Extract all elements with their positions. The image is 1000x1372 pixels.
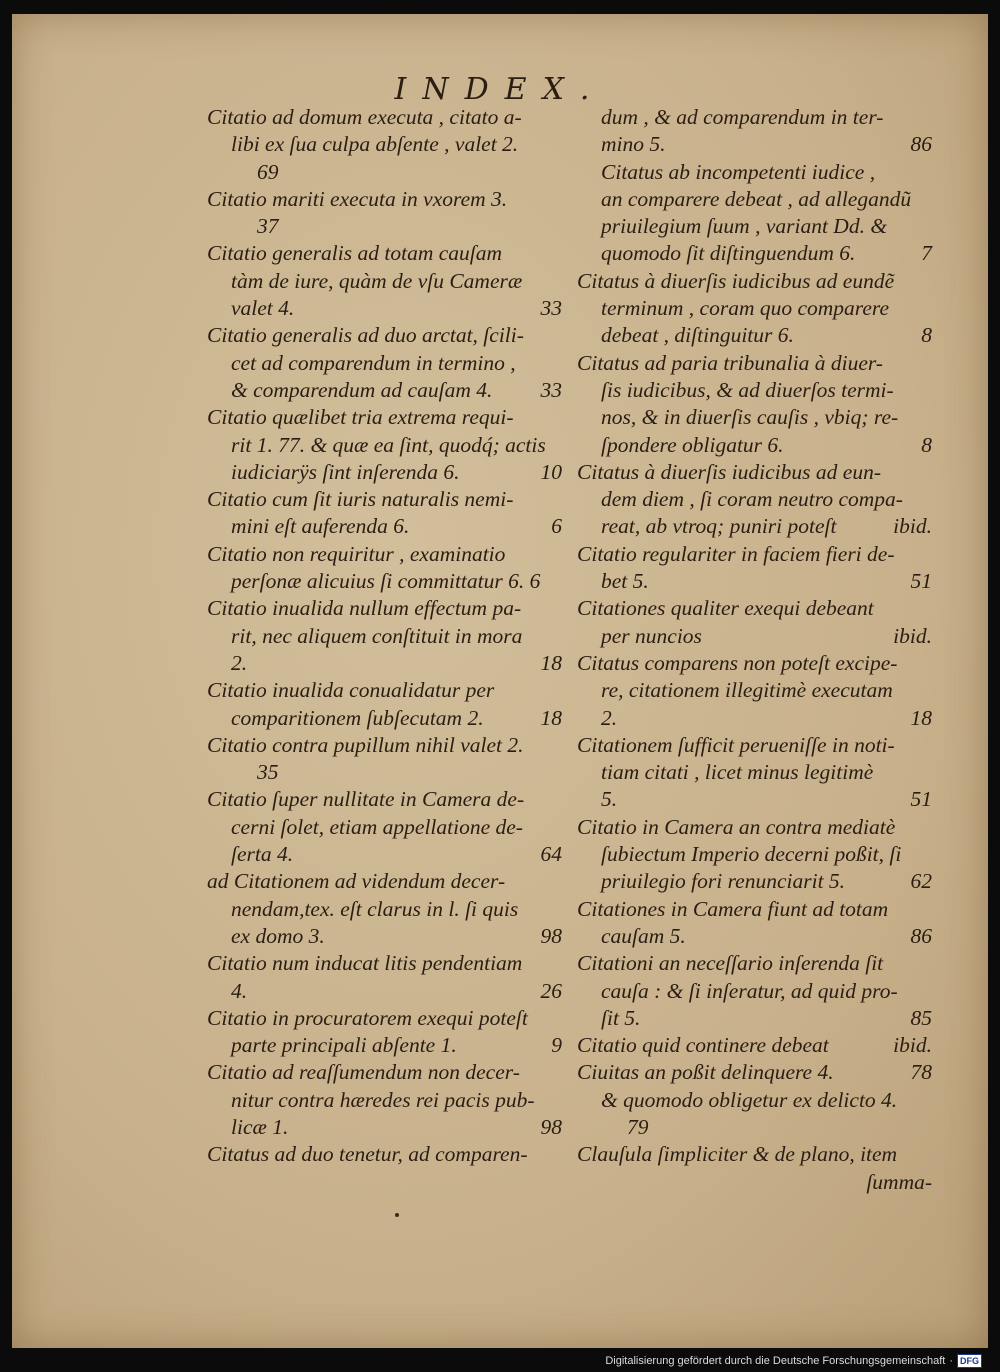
index-entry-text: Citationi an neceſſario inſerenda ſit: [577, 951, 884, 976]
index-entry-text: ad Citationem ad videndum decer-: [207, 869, 506, 894]
index-line: [207, 350, 562, 377]
index-line: [577, 623, 932, 650]
index-line: [577, 841, 932, 868]
index-line: [207, 432, 562, 459]
index-entry-text: Clauſula ſimpliciter & de plano, item: [577, 1142, 898, 1167]
index-line: [207, 104, 562, 131]
index-entry-text: & comparendum ad cauſam 4.: [231, 377, 493, 402]
index-line: [207, 404, 562, 431]
page-reference: 33: [540, 377, 562, 402]
index-line: [207, 1087, 562, 1114]
index-line: [577, 268, 932, 295]
index-line: [577, 295, 932, 322]
index-entry-text: Citationes qualiter exequi debeant: [577, 596, 874, 621]
index-line: [577, 868, 932, 895]
index-entry-text: tàm de iure, quàm de vſu Cameræ: [231, 268, 523, 293]
index-entry-text: ſubiectum Imperio decerni poßit, ſi: [601, 842, 902, 867]
page-reference: 98: [540, 923, 562, 948]
left-index-column: [207, 104, 562, 1169]
index-line: [577, 213, 932, 240]
index-line: [577, 513, 932, 540]
index-entry-text: Citatio in procuratorem exequi poteſt: [207, 1005, 528, 1030]
index-line: [577, 240, 932, 267]
index-line: [577, 104, 932, 131]
index-entry-text: Citationem ſufficit perueniſſe in noti-: [577, 732, 895, 757]
page-reference: 86: [910, 923, 932, 948]
index-entry-text: Citatus ad duo tenetur, ad comparen-: [207, 1142, 528, 1167]
index-entry-text: reat, ab vtroq; puniri poteſt: [601, 514, 837, 539]
index-entry-text: Citatio contra pupillum nihil valet 2.: [207, 732, 524, 757]
index-line: [207, 159, 562, 186]
index-line: [577, 377, 932, 404]
index-line: [207, 377, 562, 404]
index-line: [207, 186, 562, 213]
index-line: [207, 705, 562, 732]
index-entry-text: Citatio regulariter in faciem fieri de-: [577, 541, 895, 566]
index-line: [207, 786, 562, 813]
index-line: [577, 732, 932, 759]
index-line: [577, 1087, 932, 1114]
index-entry-text: Citatio ad reaſſumendum non decer-: [207, 1060, 520, 1085]
index-line: [577, 459, 932, 486]
index-line: [207, 513, 562, 540]
index-line: [577, 650, 932, 677]
index-line: [207, 131, 562, 158]
index-line: [577, 677, 932, 704]
index-line: [207, 759, 562, 786]
index-line: [577, 814, 932, 841]
index-line: [577, 923, 932, 950]
index-entry-text: ex domo 3.: [231, 923, 325, 948]
index-entry-text: Citatus comparens non poteſt excipe-: [577, 650, 898, 675]
index-entry-text: tiam citati , licet minus legitimè: [601, 760, 874, 785]
ink-mark: [395, 1213, 399, 1217]
index-line: [207, 541, 562, 568]
index-entry-text: debeat , diſtinguitur 6.: [601, 323, 794, 348]
index-line: [207, 896, 562, 923]
index-entry-text: Citatus à diuerſis iudicibus ad eundẽ: [577, 268, 895, 293]
index-line: [207, 1114, 562, 1141]
index-entry-text: valet 4.: [231, 296, 295, 321]
index-line: [577, 432, 932, 459]
index-entry-text: Citatio mariti executa in vxorem 3.: [207, 186, 508, 211]
page-reference: 51: [910, 787, 932, 812]
footer-text: Digitalisierung gefördert durch die Deutsche Forschungsgemeinschaft: [605, 1355, 946, 1367]
page-reference: 98: [540, 1114, 562, 1139]
dfg-logo-icon: DFG: [957, 1354, 982, 1368]
page-reference: 26: [540, 978, 562, 1003]
index-entry-text: licæ 1.: [231, 1114, 289, 1139]
footer-separator: ·: [949, 1355, 953, 1367]
page-reference: 86: [910, 132, 932, 157]
index-entry-text: Citatio num inducat litis pendentiam: [207, 951, 523, 976]
index-entry-text: terminum , coram quo comparere: [601, 296, 890, 321]
index-line: [207, 1141, 562, 1168]
index-entry-text: Citatio non requiritur , examinatio: [207, 541, 506, 566]
page-reference: 33: [540, 296, 562, 321]
page-reference: 85: [910, 1005, 932, 1030]
index-entry-text: cauſam 5.: [601, 923, 686, 948]
page-reference: 18: [910, 705, 932, 730]
digitization-footer: [605, 1354, 982, 1368]
index-entry-text: Citatus ab incompetenti iudice ,: [601, 159, 876, 184]
index-line: [207, 459, 562, 486]
page-reference: 6: [551, 514, 562, 539]
index-line: [577, 541, 932, 568]
index-line: [207, 1059, 562, 1086]
index-entry-text: ſis iudicibus, & ad diuerſos termi-: [601, 377, 894, 402]
index-line: [577, 322, 932, 349]
index-entry-text: rit, nec aliquem conſtituit in mora: [231, 623, 523, 648]
index-entry-text: Citatio ſuper nullitate in Camera de-: [207, 787, 525, 812]
index-entry-text: 37: [257, 214, 279, 239]
index-entry-text: ſerta 4.: [231, 842, 294, 867]
index-entry-text: 4.: [231, 978, 248, 1003]
index-entry-text: re, citationem illegitimè executam: [601, 678, 893, 703]
index-line: [577, 705, 932, 732]
index-line: [207, 268, 562, 295]
index-entry-text: nitur contra hæredes rei pacis pub-: [231, 1087, 535, 1112]
index-line: [577, 1032, 932, 1059]
index-line: [577, 486, 932, 513]
index-entry-text: priuilegio fori renunciarit 5.: [601, 869, 846, 894]
index-entry-text: an comparere debeat , ad allegandũ: [601, 186, 912, 211]
index-entry-text: nendam,tex. eſt clarus in l. ſi quis: [231, 896, 519, 921]
index-line: [207, 732, 562, 759]
index-entry-text: Ciuitas an poßit delinquere 4.: [577, 1060, 834, 1085]
index-entry-text: ſumma-: [866, 1169, 932, 1194]
index-entry-text: Citatio cum ſit iuris naturalis nemi-: [207, 487, 514, 512]
index-line: [207, 322, 562, 349]
index-entry-text: perſonæ alicuius ſi committatur 6. 6: [231, 569, 541, 594]
index-entry-text: nos, & in diuerſis cauſis , vbiq; re-: [601, 405, 899, 430]
page-reference: ibid.: [893, 623, 932, 648]
index-line: [577, 1059, 932, 1086]
page-reference: 78: [910, 1060, 932, 1085]
page-reference: 18: [540, 705, 562, 730]
page-reference: 18: [540, 650, 562, 675]
index-line: [577, 896, 932, 923]
page-reference: 64: [540, 842, 562, 867]
index-entry-text: cauſa : & ſi inſeratur, ad quid pro-: [601, 978, 898, 1003]
index-entry-text: Citatio generalis ad duo arctat, ſcili-: [207, 323, 524, 348]
index-entry-text: 2.: [231, 650, 248, 675]
index-entry-text: dum , & ad comparendum in ter-: [601, 105, 884, 129]
page-reference: ibid.: [893, 1033, 932, 1058]
index-line: [577, 1005, 932, 1032]
index-entry-text: 79: [627, 1114, 649, 1139]
page-reference: 7: [921, 241, 932, 266]
index-line: [207, 213, 562, 240]
page-reference: 10: [540, 459, 562, 484]
index-line: [207, 677, 562, 704]
index-line: [577, 1169, 932, 1196]
index-line: [207, 841, 562, 868]
index-line: [577, 595, 932, 622]
index-line: [577, 350, 932, 377]
index-entry-text: Citatio quælibet tria extrema requi-: [207, 405, 514, 430]
index-entry-text: comparitionem ſubſecutam 2.: [231, 705, 484, 730]
index-entry-text: Citatio inualida conualidatur per: [207, 678, 495, 703]
index-entry-text: bet 5.: [601, 569, 649, 594]
index-line: [207, 950, 562, 977]
index-line: [207, 568, 562, 595]
index-line: [207, 595, 562, 622]
index-line: [207, 623, 562, 650]
index-line: [207, 240, 562, 267]
index-line: [577, 1141, 932, 1168]
index-line: [577, 978, 932, 1005]
right-index-column: [577, 104, 932, 1196]
index-entry-text: priuilegium ſuum , variant Dd. &: [601, 214, 888, 239]
index-entry-text: Citatio quid continere debeat: [577, 1033, 829, 1058]
index-entry-text: ſpondere obligatur 6.: [601, 432, 784, 457]
index-entry-text: cet ad comparendum in termino ,: [231, 350, 516, 375]
page-reference: ibid.: [893, 514, 932, 539]
index-entry-text: parte principali abſente 1.: [231, 1033, 457, 1058]
page-reference: 8: [921, 432, 932, 457]
index-entry-text: 35: [257, 760, 279, 785]
index-entry-text: dem diem , ſi coram neutro compa-: [601, 487, 903, 512]
index-entry-text: iudiciarÿs ſint inſerenda 6.: [231, 459, 460, 484]
page-reference: 8: [921, 323, 932, 348]
index-line: [207, 650, 562, 677]
index-entry-text: Citatus à diuerſis iudicibus ad eun-: [577, 459, 881, 484]
index-entry-text: mini eſt auferenda 6.: [231, 514, 410, 539]
index-entry-text: & quomodo obligetur ex delicto 4.: [601, 1087, 898, 1112]
index-entry-text: mino 5.: [601, 132, 666, 157]
page-reference: 62: [910, 869, 932, 894]
index-line: [207, 978, 562, 1005]
index-line: [207, 868, 562, 895]
index-line: [577, 131, 932, 158]
index-line: [577, 159, 932, 186]
index-entry-text: Citationes in Camera fiunt ad totam: [577, 896, 889, 921]
index-entry-text: 2.: [601, 705, 618, 730]
index-entry-text: libi ex ſua culpa abſente , valet 2.: [231, 132, 519, 157]
index-line: [577, 950, 932, 977]
index-entry-text: 69: [257, 159, 279, 184]
index-entry-text: rit 1. 77. & quæ ea ſint, quodq́; actis: [231, 432, 546, 457]
index-line: [207, 1032, 562, 1059]
index-entry-text: Citatio ad domum executa , citato a-: [207, 105, 522, 129]
index-line: [577, 1114, 932, 1141]
index-line: [207, 923, 562, 950]
index-line: [207, 1005, 562, 1032]
index-entry-text: cerni ſolet, etiam appellatione de-: [231, 814, 523, 839]
index-line: [577, 404, 932, 431]
index-entry-text: 5.: [601, 787, 618, 812]
index-line: [577, 568, 932, 595]
index-line: [577, 186, 932, 213]
book-page: [12, 14, 988, 1348]
index-entry-text: Citatio in Camera an contra mediatè: [577, 814, 896, 839]
page-reference: 9: [551, 1033, 562, 1058]
index-entry-text: Citatus ad paria tribunalia à diuer-: [577, 350, 883, 375]
page-reference: 51: [910, 569, 932, 594]
index-line: [207, 486, 562, 513]
index-line: [207, 295, 562, 322]
index-line: [577, 759, 932, 786]
index-entry-text: ſit 5.: [601, 1005, 641, 1030]
page-header: INDEX.: [394, 72, 606, 107]
index-entry-text: Citatio generalis ad totam cauſam: [207, 241, 503, 266]
index-entry-text: Citatio inualida nullum effectum pa-: [207, 596, 522, 621]
index-line: [207, 814, 562, 841]
index-entry-text: per nuncios: [601, 623, 702, 648]
index-line: [577, 786, 932, 813]
index-entry-text: quomodo ſit diſtinguendum 6.: [601, 241, 856, 266]
